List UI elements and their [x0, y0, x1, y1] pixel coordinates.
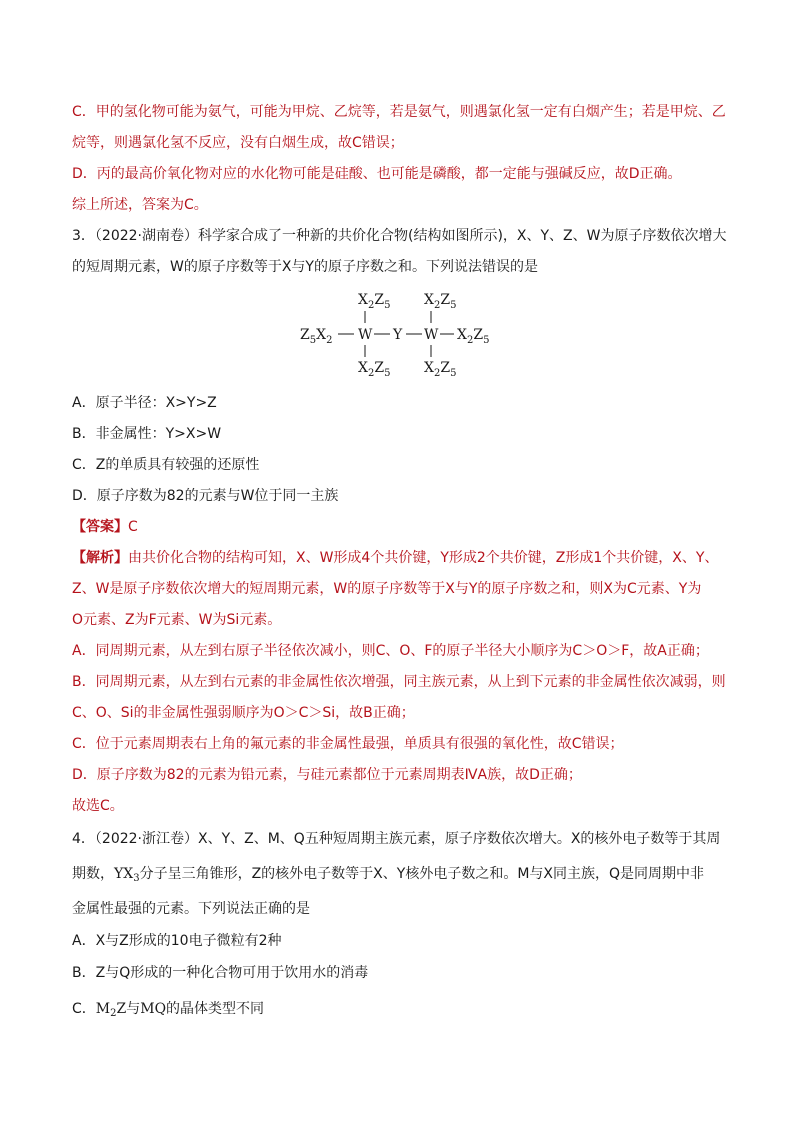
analysis-text: Z、W是原子序数依次增大的短周期元素，W的原子序数等于X与Y的原子序数之和，则X为C元素、Y为 — [72, 581, 702, 597]
text-line: 烷等，则遇氯化氢不反应，没有白烟生成，故C错误； — [72, 135, 404, 151]
option-a: A．X与Z形成的10电子微粒有2种 — [72, 933, 282, 949]
explanation-c: C．位于元素周期表右上角的氟元素的非金属性最强，单质具有很强的氧化性，故C错误； — [72, 736, 624, 752]
question-4-stem: 4．（2022·浙江卷）X、Y、Z、M、Q五种短周期主族元素，原子序数依次增大。X的核外电子数等于其周 — [72, 831, 721, 847]
svg-text:X2Z5: $X_2Z_5$ — [424, 292, 457, 311]
explanation-a: A．同周期元素，从左到右原子半径依次减小，则C、O、F的原子半径大小顺序为C＞O＞F，故A正确； — [72, 643, 709, 659]
explanation-d: D．原子序数为82的元素为铅元素，与硅元素都位于元素周期表ⅣA族，故D正确； — [72, 767, 582, 783]
conclusion: 故选C。 — [72, 798, 124, 814]
formula-yx3: $YX_3$ — [114, 866, 140, 884]
option-a: A．原子半径：X>Y>Z — [72, 395, 217, 411]
svg-text:X2Z5: $X_2Z_5$ — [424, 360, 457, 379]
svg-text:W: W — [358, 327, 373, 343]
option-b: B．Z与Q形成的一种化合物可用于饮用水的消毒 — [72, 965, 369, 981]
svg-text:W: W — [424, 327, 439, 343]
text-line: D．丙的最高价氧化物对应的水化物可能是硅酸、也可能是磷酸，都一定能与强碱反应，故D正确。 — [72, 166, 682, 182]
question-4-stem: 期数，$YX_3$分子呈三角锥形，Z的核外电子数等于X、Y核外电子数之和。M与X同主族，Q是同周期中非 — [72, 866, 705, 884]
question-3-stem: 的短周期元素，W的原子序数等于X与Y的原子序数之和。下列说法错误的是 — [72, 259, 538, 275]
answer-line — [72, 518, 138, 536]
svg-text:X2Z5: $X_2Z_5$ — [358, 292, 391, 311]
text-line: 综上所述，答案为C。 — [72, 197, 208, 213]
explanation-b: B．同周期元素，从左到右元素的非金属性依次增强，同主族元素，从上到下元素的非金属性依次减弱，则 — [72, 674, 726, 690]
option-c: C．Z的单质具有较强的还原性 — [72, 457, 260, 473]
question-4-stem: 金属性最强的元素。下列说法正确的是 — [72, 901, 310, 917]
analysis-line — [72, 549, 718, 567]
option-d: D．原子序数为82的元素与W位于同一主族 — [72, 488, 339, 504]
formula-m2z: $M_2Z$ — [95, 1001, 127, 1019]
question-3-stem: 3．（2022·湖南卷）科学家合成了一种新的共价化合物(结构如图所示)，X、Y、Z、W为原子序数依次增大 — [72, 228, 727, 244]
text-line: C．甲的氢化物可能为氨气，可能为甲烷、乙烷等，若是氨气，则遇氯化氢一定有白烟产生；若是甲烷、乙 — [72, 104, 726, 120]
formula-mq: MQ — [140, 1001, 167, 1017]
svg-text:Y: Y — [393, 327, 403, 343]
structure-diagram — [290, 288, 510, 380]
svg-text:Z5X2: $Z_5X_2$ — [300, 327, 333, 346]
answer-tag: 【答案】 — [72, 519, 128, 535]
option-b: B．非金属性：Y>X>W — [72, 426, 222, 442]
analysis-text: 由共价化合物的结构可知，X、W形成4个共价键，Y形成2个共价键，Z形成1个共价键，X、Y、 — [128, 550, 719, 566]
analysis-tag: 【解析】 — [72, 550, 128, 566]
analysis-text: O元素、Z为F元素、W为Si元素。 — [72, 612, 282, 628]
explanation-b: C、O、Si的非金属性强弱顺序为O＞C＞Si，故B正确； — [72, 705, 415, 721]
answer-value: C — [128, 519, 138, 535]
svg-text:X2Z5: $X_2Z_5$ — [358, 360, 391, 379]
svg-text:X2Z5: $X_2Z_5$ — [457, 327, 490, 346]
option-c: C．$M_2Z$与MQ的晶体类型不同 — [72, 1001, 265, 1019]
